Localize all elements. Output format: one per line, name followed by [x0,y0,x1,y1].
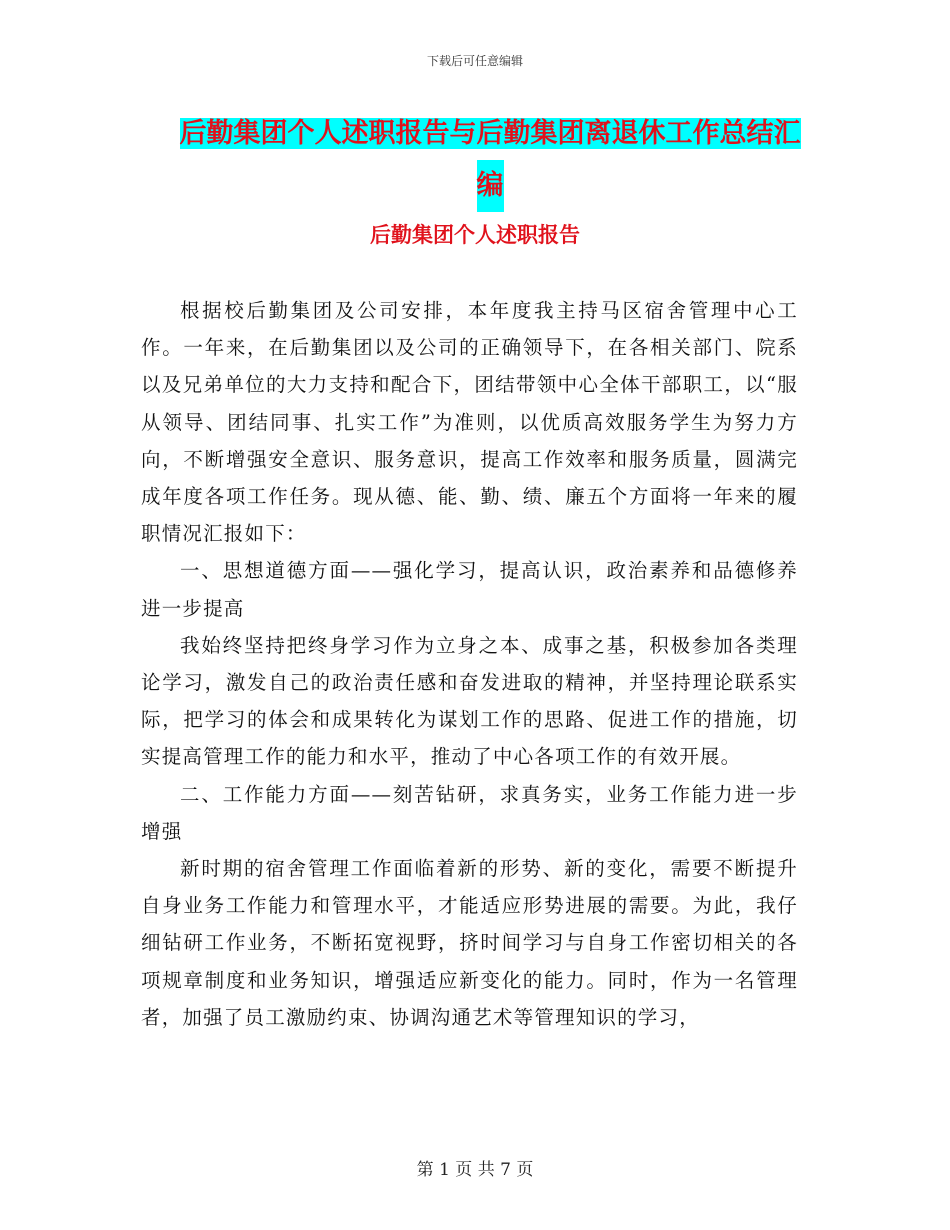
document-title [160,108,820,212]
header-note: 下载后可任意编辑 [426,54,523,68]
title-line-2: 编 [477,160,504,212]
paragraph: 我始终坚持把终身学习作为立身之本、成事之基，积极参加各类理论学习，激发自己的政治责任感和奋发进取的精神，并坚持理论联系实际，把学习的体会和成果转化为谋划工作的思路、促进工作的措施，切实提高管理工作的能力和水平，推动了中心各项工作的有效开展。 [141,633,798,769]
paragraph: 一、思想道德方面——强化学习，提高认识，政治素养和品德修养进一步提高 [141,559,798,620]
document-body [141,292,798,1036]
paragraph: 根据校后勤集团及公司安排，本年度我主持马区宿舍管理中心工作。一年来，在后勤集团以及公司的正确领导下，在各相关部门、院系以及兄弟单位的大力支持和配合下，团结带领中心全体干部职工，以“服从领导、团结同事、扎实工作”为准则，以优质高效服务学生为努力方向，不断增强安全意识、服务意识，提高工作效率和服务质量，圆满完成年度各项工作任务。现从德、能、勤、绩、廉五个方面将一年来的履职情况汇报如下： [141,299,798,546]
page-number: 第 1 页 共 7 页 [416,1160,534,1180]
paragraph: 二、工作能力方面——刻苦钻研，求真务实，业务工作能力进一步增强 [141,782,798,843]
section-title: 后勤集团个人述职报告 [370,222,580,247]
title-line-1: 后勤集团个人述职报告与后勤集团离退休工作总结汇 [179,118,801,149]
paragraph: 新时期的宿舍管理工作面临着新的形势、新的变化，需要不断提升自身业务工作能力和管理水平，才能适应形势进展的需要。为此，我仔细钻研工作业务，不断拓宽视野，挤时间学习与自身工作密切相关的各项规章制度和业务知识，增强适应新变化的能力。同时，作为一名管理者，加强了员工激励约束、协调沟通艺术等管理知识的学习， [141,857,798,1029]
